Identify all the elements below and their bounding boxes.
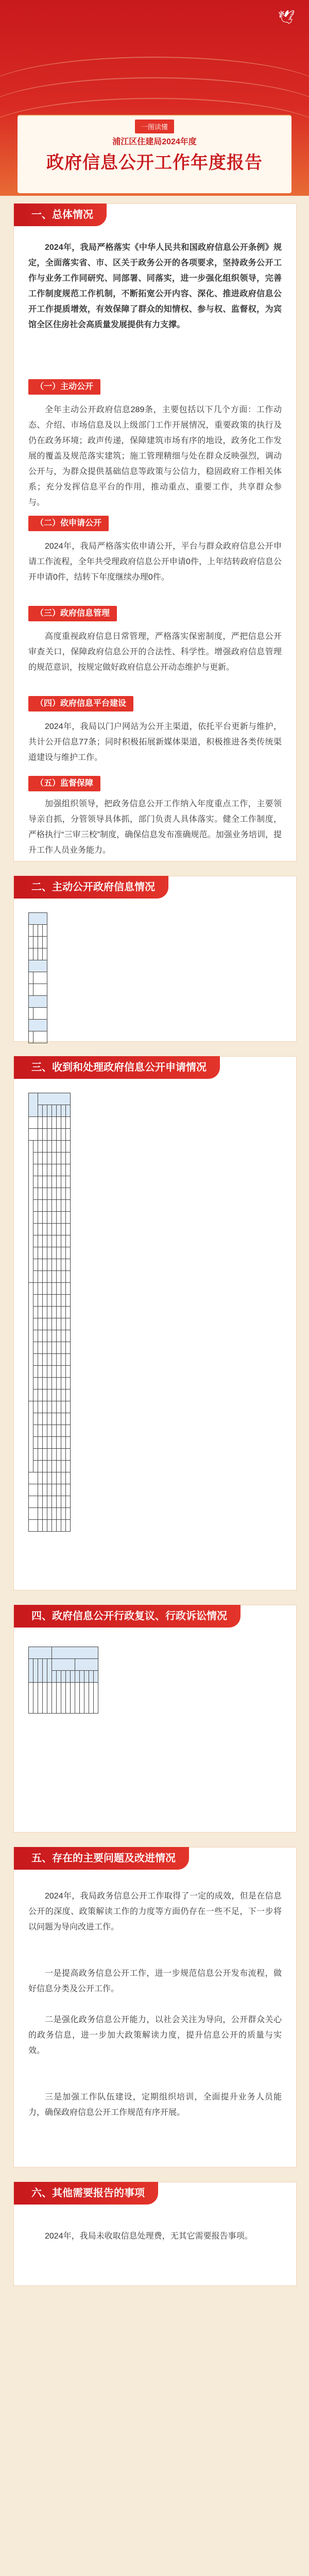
table-row [29, 960, 47, 972]
table-row [29, 1378, 71, 1389]
disclosure-table [28, 912, 47, 1043]
sub-text: 全年主动公开政府信息289条，主要包括以下几个方面：工作动态、介绍、市场信息及以上级部门工作开展情况，重要政策的执行及仍在政务环境；政声传递，保障建筑市场有序的地设，政务化工作发展的覆盖及规范落实建筑；施工管理精细与处在群众反映强烈，调动公开与，为群众提供基础信息等政策与公信力，稳固政府工作相关体系；充分发挥信息平台的作用，推动重点、重要工作，共享群众参与。 [28, 405, 282, 507]
page-subtitle: 浦江区住建局2024年度 [112, 138, 197, 146]
table-row [29, 1413, 71, 1425]
sub-heading: （一）主动公开 [28, 379, 100, 395]
page-title: 政府信息公开工作年度报告 [46, 153, 263, 173]
table-row [29, 1153, 71, 1164]
sub-text: 高度重视政府信息日常管理，严格落实保密制度，严把信息公开审查关口，保障政府信息公开的合法性、科学性。增强政府信息管理的规范意识，按规定做好政府信息公开动态维护与更新。 [28, 632, 282, 672]
table-row [29, 937, 47, 948]
table-row [29, 984, 47, 996]
problems-paragraph: 2024年，我局政务信息公开工作取得了一定的成效，但是在信息公开的深度、政策解读工作的力度等方面仍存在一些不足，下一步将以问题为导向改进工作。 [28, 1892, 282, 1931]
section-heading: 六、其他需要报告的事项 [23, 2182, 158, 2205]
table-row [29, 1020, 47, 1031]
table-row [29, 1449, 71, 1461]
sub-heading: （二）依申请公开 [28, 516, 109, 531]
table-row [29, 1659, 98, 1671]
table-row [29, 1117, 71, 1129]
table-row [29, 1283, 71, 1295]
problems-paragraph: 三是加强工作队伍建设，定期组织培训，全面提升业务人员能力，确保政府信息公开工作规范有序开展。 [28, 2093, 282, 2117]
table-row [29, 1401, 71, 1413]
table-row [29, 1295, 71, 1307]
table-row [29, 1484, 71, 1496]
problems-paragraph: 一是提高政务信息公开工作，进一步规范信息公开发布流程，做好信息分类及公开工作。 [28, 1969, 282, 1993]
header-tag: 一图读懂 [135, 120, 174, 133]
section-other-matters [13, 2182, 297, 2286]
table-row [29, 1647, 98, 1659]
sub-text: 2024年，我局以门户网站为公开主渠道，依托平台更新与维护，共计公开信息77条；同时积极拓展新媒体渠道，积极推进各类传统渠道建设与维护工作。 [28, 722, 282, 762]
table-row [29, 925, 47, 937]
table-row [29, 913, 47, 925]
table-row [29, 972, 47, 984]
table-row [29, 1366, 71, 1378]
table-row [29, 1307, 71, 1318]
table-row [29, 1200, 71, 1212]
table-row [29, 1318, 71, 1330]
table-row [29, 1031, 47, 1043]
table-row [29, 1389, 71, 1401]
section-heading: 五、存在的主要问题及改进情况 [23, 1847, 189, 1870]
sub-heading: （五）监督保障 [28, 776, 100, 791]
other-matters-text: 2024年，我局未收取信息处理费，无其它需要报告事项。 [45, 2232, 253, 2241]
table-row [29, 1472, 71, 1484]
table-row [29, 1224, 71, 1235]
section-heading: 二、主动公开政府信息情况 [23, 876, 168, 899]
table-row [29, 1212, 71, 1224]
section-heading: 三、收到和处理政府信息公开申请情况 [23, 1056, 220, 1079]
table-row [29, 1235, 71, 1247]
section-review-litigation [13, 1605, 297, 1833]
review-table [28, 1647, 98, 1714]
table-row [29, 1141, 71, 1153]
overview-intro: 2024年，我局严格落实《中华人民共和国政府信息公开条例》规定，全面落实省、市、区关于政务公开的各项要求，坚持政务公开工作与业务工作同研究、同部署、同落实，进一步强化组织领导，完善工作制度规范工作机制，不断拓宽公开内容、深化、推进政府信息公开工作提质增效，有效保障了群众的知情权、参与权、监督权，为宾馆全区住房社会高质量发展提供有力支撑。 [28, 243, 282, 329]
dove-icon: 🕊 [278, 9, 295, 25]
table-row [29, 1425, 71, 1437]
table-row [29, 1008, 47, 1020]
table-row [29, 1271, 71, 1283]
sub-text: 2024年，我局严格落实依申请公开，平台与群众政府信息公开申请工作流程，全年共受理政府信息公开申请0件，上年结转政府信息公开申请0件，结转下年度继续办理0件。 [28, 542, 282, 582]
table-row [29, 1461, 71, 1472]
table-row [29, 948, 47, 960]
table-row [29, 1188, 71, 1200]
table-row [29, 1520, 71, 1532]
section-heading: 四、政府信息公开行政复议、行政诉讼情况 [23, 1605, 241, 1628]
section-heading: 一、总体情况 [23, 204, 107, 226]
table-row [29, 1176, 71, 1188]
table-row [29, 1437, 71, 1449]
table-row [29, 1496, 71, 1508]
table-row [29, 1683, 98, 1714]
section-applications [13, 1056, 297, 1590]
table-row [29, 1508, 71, 1520]
table-row [29, 1354, 71, 1366]
table-row [29, 1093, 71, 1105]
problems-paragraph: 二是强化政务信息公开能力，以社会关注为导向，公开群众关心的政务信息，进一步加大政策解读力度，提升信息公开的质量与实效。 [28, 2015, 282, 2055]
section-active-disclosure [13, 876, 297, 1042]
table-row [29, 1259, 71, 1271]
sub-heading: （三）政府信息管理 [28, 606, 117, 621]
applications-table [28, 1093, 71, 1532]
table-row [29, 1164, 71, 1176]
section-problems [13, 1847, 297, 2167]
table-row [29, 1247, 71, 1259]
table-row [29, 1129, 71, 1141]
table-row [29, 1330, 71, 1342]
sub-text: 加强组织领导，把政务信息公开工作纳入年度重点工作，主要领导亲自抓，分管领导具体抓，部门负责人具体落实。健全工作制度，严格执行“三审三校”制度，确保信息发布准确规范。加强业务培训，提升工作人员业务能力。 [28, 800, 282, 855]
table-row [29, 1342, 71, 1354]
table-row [29, 996, 47, 1008]
section-overview [13, 204, 297, 861]
sub-heading: （四）政府信息平台建设 [28, 696, 133, 711]
